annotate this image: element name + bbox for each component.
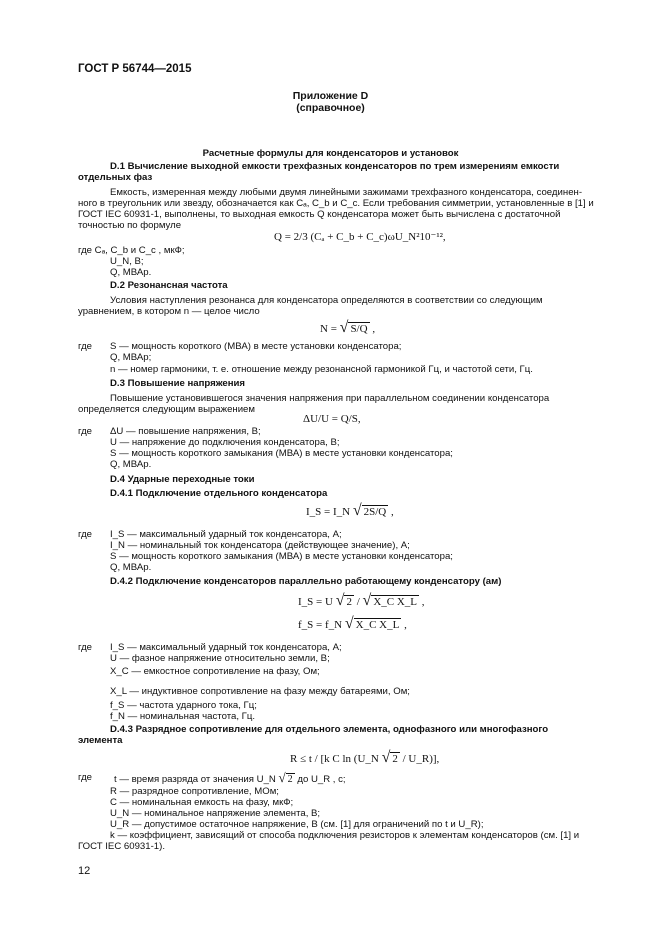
d3-where-2: U — напряжение до подключения конденсатора, В; — [110, 437, 340, 448]
d2-heading: D.2 Резонансная частота — [110, 280, 228, 291]
d41-where-2: I_N — номинальный ток конденсатора (действующее значение), А; — [110, 540, 410, 551]
d3-where-4: Q, МВАр. — [110, 459, 152, 470]
d43-heading-line1: D.4.3 Разрядное сопротивление для отдельного элемента, однофазного или многофазного — [110, 724, 549, 735]
d41-where-1: I_S — максимальный ударный ток конденсатора, А; — [110, 529, 342, 540]
appendix-subtitle: (справочное) — [296, 102, 365, 114]
d42-formula-2 — [298, 615, 407, 632]
d43-w1-radicand: 2 — [287, 774, 293, 785]
d3-paragraph-line1: Повышение установившегося значения напряжения при параллельном соединении конденсатора — [110, 393, 550, 404]
d43-formula-b: / U_R)], — [402, 753, 440, 765]
d3-paragraph-line2: определяется следующим выражением — [78, 404, 255, 415]
d42-f1-radicand-2: X_C X_L — [373, 596, 418, 608]
d1-where-2: U_N, В; — [110, 256, 144, 267]
d3-where-1: ΔU — повышение напряжения, В; — [110, 426, 261, 437]
d2-where-3: n — номер гармоники, т. е. отношение между резонансной гармоникой Гц, и частотой сети, Гц. — [110, 364, 533, 375]
section-title: Расчетные формулы для конденсаторов и установок — [202, 148, 459, 159]
d43-where-1 — [114, 772, 346, 785]
d43-where-4: U_N — номинальное напряжение элемента, В; — [110, 808, 321, 819]
d2-where-keyword: где — [78, 341, 93, 352]
d42-where-5: f_S — частота ударного тока, Гц; — [110, 700, 257, 711]
sqrt-symbol: √ — [381, 749, 391, 766]
d3-where-keyword: где — [78, 426, 93, 437]
d42-where-4: X_L — индуктивное сопротивление на фазу между батареями, Ом; — [110, 686, 410, 697]
d42-f2-tail: , — [404, 619, 407, 631]
document-header: ГОСТ Р 56744—2015 — [78, 63, 192, 75]
d42-heading: D.4.2 Подключение конденсаторов параллельно работающему конденсатору (ам) — [110, 576, 502, 587]
d43-formula — [290, 749, 440, 766]
d42-where-3: X_C — емкостное сопротивление на фазу, Ом; — [110, 666, 320, 677]
d2-formula — [320, 319, 376, 336]
d3-where-3: S — мощность короткого замыкания (МВА) в месте установки конденсатора; — [110, 448, 453, 459]
d43-formula-a: R ≤ t / [k C ln (U_N — [290, 753, 379, 765]
d1-paragraph-line3: ГОСТ IEC 60931-1, выполнены, то выходная емкость Q конденсатора может быть вычислена с достаточной — [78, 209, 561, 220]
d42-formula-1 — [298, 592, 425, 609]
d41-where-keyword: где — [78, 529, 93, 540]
d42-where-1: I_S — максимальный ударный ток конденсатора, А; — [110, 642, 342, 653]
d43-where-keyword: где — [78, 772, 93, 783]
d3-heading: D.3 Повышение напряжения — [110, 378, 246, 389]
d42-f1-mid: / — [356, 596, 360, 608]
d1-paragraph-line2: ного в треугольник или звезду, обозначается как Cₐ, C_b и C_c. Если требования симметрии, установленные в [1] и — [78, 198, 594, 209]
d1-heading-line1: D.1 Вычисление выходной емкости трехфазных конденсаторов по трем измерениям емкости — [110, 161, 560, 172]
d41-formula-radicand: 2S/Q — [363, 506, 387, 518]
d42-f2-lhs: f_S = f_N — [298, 619, 343, 631]
d42-f1-radicand-1: 2 — [346, 596, 352, 608]
d41-heading: D.4.1 Подключение отдельного конденсатора — [110, 488, 328, 499]
d42-f1-lhs: I_S = U — [298, 596, 333, 608]
d3-formula: ΔU/U = Q/S, — [303, 413, 361, 425]
d41-where-4: Q, МВАр. — [110, 562, 152, 573]
d42-where-2: U — фазное напряжение относительно земли, В; — [110, 653, 330, 664]
d43-where-6-line2: ГОСТ IEC 60931-1). — [78, 841, 165, 852]
d42-f2-radicand: X_C X_L — [355, 619, 400, 631]
d1-formula: Q = 2/3 (Cₐ + C_b + C_c)ωU_N²10⁻¹², — [274, 231, 446, 243]
d2-formula-radicand: S/Q — [350, 323, 368, 335]
d2-formula-tail: , — [372, 323, 376, 335]
d43-heading-line2: элемента — [78, 735, 123, 746]
d43-where-2: R — разрядное сопротивление, МОм; — [110, 786, 279, 797]
d41-formula-lhs: I_S = I_N — [306, 506, 351, 518]
d1-heading-line2: отдельных фаз — [78, 172, 153, 183]
d1-where-3: Q, МВАр. — [110, 267, 152, 278]
d2-where-2: Q, МВАр; — [110, 352, 152, 363]
d41-formula-tail: , — [391, 506, 394, 518]
sqrt-symbol: √ — [352, 502, 362, 519]
sqrt-symbol: √ — [344, 615, 354, 632]
sqrt-symbol: √ — [362, 592, 372, 609]
d2-paragraph-line2: уравнением, в котором n — целое число — [78, 306, 260, 317]
sqrt-symbol: √ — [339, 319, 349, 336]
d42-where-6: f_N — номинальная частота, Гц. — [110, 711, 256, 722]
d43-formula-radicand: 2 — [392, 753, 398, 765]
d2-formula-lhs: N = — [320, 323, 337, 335]
d42-where-keyword: где — [78, 642, 93, 653]
page-number: 12 — [78, 865, 91, 877]
d41-where-3: S — мощность короткого замыкания (МВА) в месте установки конденсатора; — [110, 551, 453, 562]
d2-where-1: S — мощность короткого (МВА) в месте установки конденсатора; — [110, 341, 402, 352]
d43-w1-b: до U_R , с; — [297, 774, 346, 785]
sqrt-symbol: √ — [335, 592, 345, 609]
d4-heading: D.4 Ударные переходные токи — [110, 474, 255, 485]
d43-where-3: C — номинальная емкость на фазу, мкФ; — [110, 797, 294, 808]
d1-paragraph-line4: точностью по формуле — [78, 220, 182, 231]
d1-where-1: где Cₐ, C_b и C_c , мкФ; — [78, 245, 185, 256]
d43-where-6-line1: k — коэффициент, зависящий от способа подключения резисторов к элементам конденсаторов (см. [1] и — [110, 830, 580, 841]
d2-paragraph-line1: Условия наступления резонанса для конденсатора определяются в соответствии со следующим — [110, 295, 543, 306]
d41-formula — [306, 502, 394, 519]
d42-f1-tail: , — [421, 596, 425, 608]
d43-w1-a: t — время разряда от значения U_N — [114, 774, 276, 785]
d43-where-5: U_R — допустимое остаточное напряжение, В (см. [1] для ограничений по t и U_R); — [110, 819, 484, 830]
appendix-title: Приложение D — [292, 90, 369, 102]
sqrt-symbol: √ — [278, 770, 286, 785]
d1-paragraph-line1: Емкость, измеренная между любыми двумя линейными зажимами трехфазного конденсатора, соединен- — [110, 187, 583, 198]
